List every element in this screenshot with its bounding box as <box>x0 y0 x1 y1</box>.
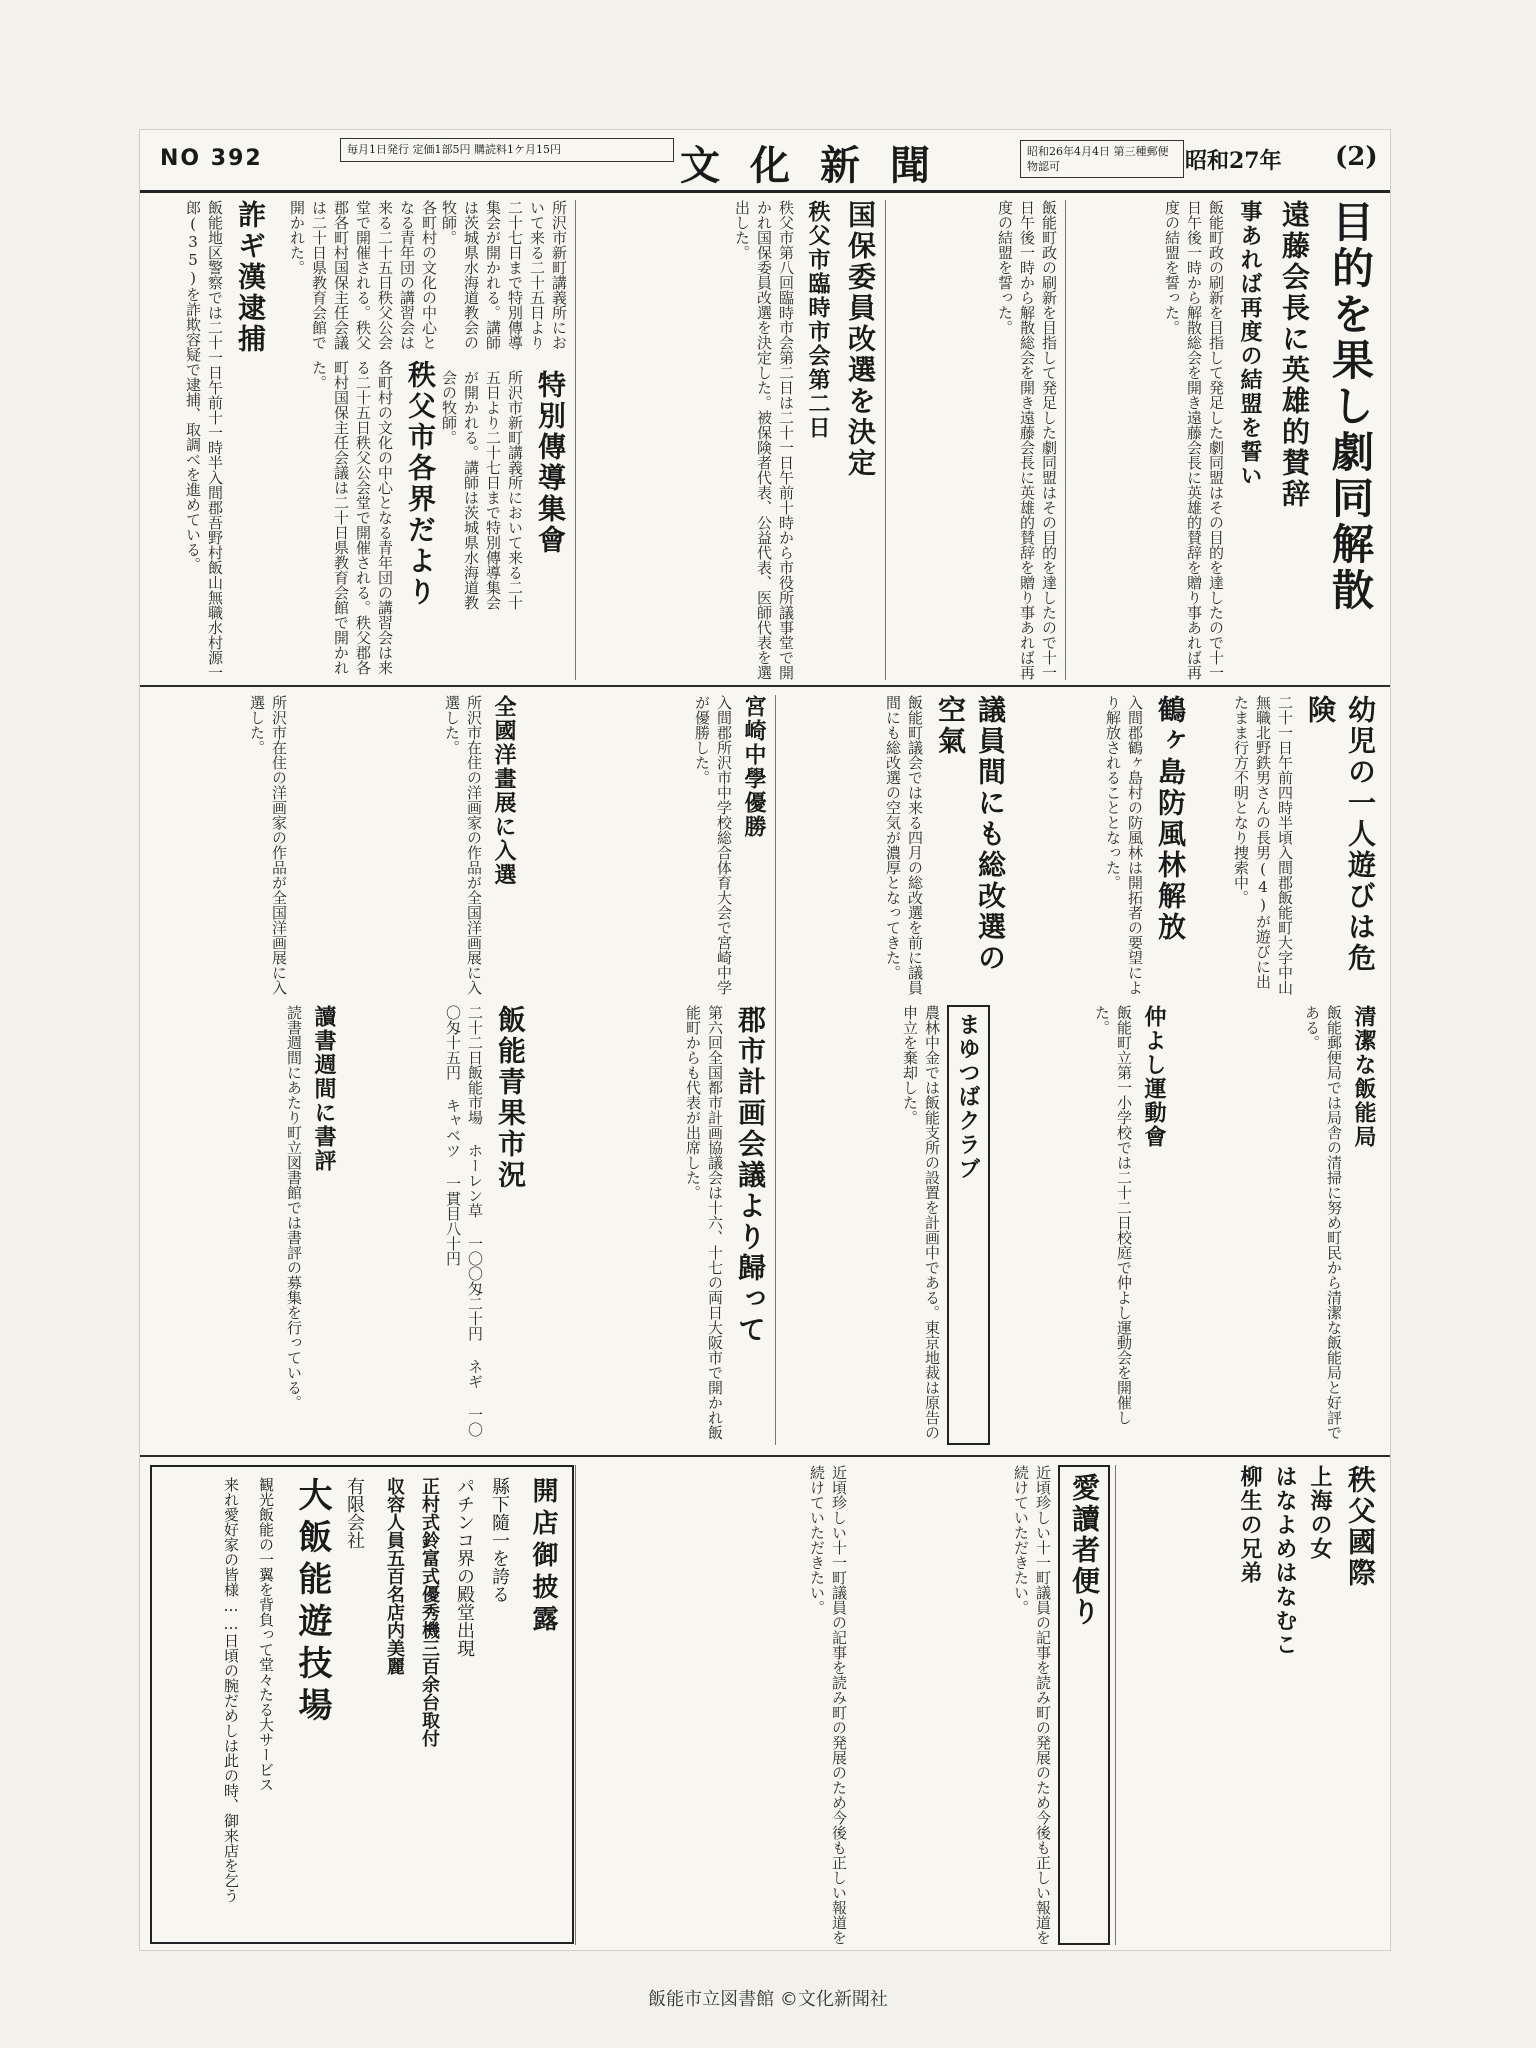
article-yoji <box>1200 695 1380 995</box>
headline: 幼児の一人遊びは危険 <box>1304 695 1377 974</box>
article-body: 飯能町政の刷新を目指して発足した劇同盟はその目的を達したので十一日午後一時から解散総会を開き遠藤会長に英雄的賛辞を贈り事あれば再度の結盟を誓った。 <box>996 200 1058 680</box>
section-divider <box>140 685 1390 687</box>
article-body: 所沢市在住の洋画家の作品が全国洋画展に入選した。 <box>443 695 483 995</box>
article-tsurugashima <box>1020 695 1190 995</box>
subheadline: 遠藤会長に英雄的賛辞 <box>1278 200 1311 510</box>
issue-date: 昭和27年 <box>1185 148 1282 174</box>
article-body: 近頃珍しい十一町議員の記事を読み町の発展のため今後も正しい報道を続けていただきたい。 <box>808 1465 848 1945</box>
article-body: 読書週間にあたり町立図書館では書評の募集を行っている。 <box>285 1005 303 1410</box>
company-name: 大飯能遊技場 <box>292 1477 332 1729</box>
column-rule <box>575 200 576 680</box>
newspaper-page <box>140 130 1390 1950</box>
headline: まゆつばクラブ <box>947 1005 990 1445</box>
column-rule <box>775 695 776 1445</box>
column-rule <box>1115 1465 1116 1945</box>
ad-line: 収容人員五百名店内美麗 <box>384 1477 405 1675</box>
headline: 全國洋畫展に入選 <box>491 695 517 887</box>
article-giin <box>780 695 1010 995</box>
headline: 鶴ヶ島防風林解放 <box>1154 695 1187 943</box>
column-rule <box>575 1465 576 1945</box>
headline: 清潔な飯能局 <box>1351 1005 1377 1149</box>
headline: 飯能青果市況 <box>494 1005 527 1191</box>
article-tokubetsu <box>440 370 570 610</box>
article-yoga <box>300 695 520 995</box>
issue-number: NO 392 <box>160 146 263 171</box>
paper-name: 文化新聞 <box>680 142 960 189</box>
article-body: 秩父市第八回臨時市会第二日は二十一日午前十時から市役所議事堂で開かれ国保委員改選を決定した。被保険者代表、公益代表、医師代表を選出した。 <box>733 200 795 680</box>
archive-credit: 飯能市立図書館 ©文化新聞社 <box>648 1989 888 2010</box>
article-body: 飯能町議会では来る四月の総改選を前に議員間にも総改選の空気が濃厚となってきた。 <box>884 695 924 995</box>
ad-line: 正村式鈴富式優秀機三百余台取付 <box>419 1477 440 1747</box>
ad-title: 開店御披露 <box>528 1477 558 1637</box>
headline: 特別傳導集會 <box>534 370 567 556</box>
section-divider <box>140 1455 1390 1457</box>
headline: 目的を果し劇同解散 <box>1326 200 1375 614</box>
column-rule <box>885 200 886 680</box>
article-miyake <box>530 695 770 995</box>
headline: 国保委員改選を決定 <box>844 200 877 479</box>
postal-notice-right: 昭和26年4月4日 第三種郵便物認可 <box>1020 140 1184 178</box>
program-title: はなよめはなむこ <box>1272 1465 1298 1657</box>
article-nakayoshi <box>1000 1005 1170 1445</box>
article-body: 飯能町立第一小学校では二十二日校庭で仲よし運動会を開催した。 <box>1093 1005 1133 1425</box>
headline: 讀書週間に書評 <box>311 1005 337 1173</box>
article-mayutsu <box>780 1005 990 1445</box>
masthead <box>140 130 1390 193</box>
program-title: 上海の女 <box>1307 1465 1333 1561</box>
article-body: 所沢市在住の洋画家の作品が全国洋画展に入選した。 <box>248 695 288 995</box>
article-kokusai <box>1120 1465 1380 1945</box>
ad-line: パチンコ界の殿堂出現 <box>454 1477 475 1657</box>
headline: 郡市計画会議より歸って <box>734 1005 767 1346</box>
headline: 議員間にも総改選の空氣 <box>934 695 1007 974</box>
headline: 仲よし運動會 <box>1141 1005 1167 1149</box>
article-body: 農林中金では飯能支所の設置を計画中である。東京地裁は原告の申立を棄却した。 <box>901 1005 941 1440</box>
article-kakukai <box>280 360 440 680</box>
article-seika <box>350 1005 530 1445</box>
article-arrest <box>150 200 270 680</box>
article-body: 入間郡鶴ヶ島村の防風林は開拓者の要望により解放されることとなった。 <box>1104 695 1144 995</box>
subheadline: 秩父市臨時市会第二日 <box>805 200 831 440</box>
ad-line: 縣下隨一を誇る <box>489 1477 510 1603</box>
headline: 秩父市各界だより <box>404 360 437 608</box>
headline: 愛讀者便り <box>1058 1465 1110 1945</box>
advertisement <box>150 1465 574 1944</box>
page-number: (2) <box>1335 142 1378 172</box>
article-disband <box>1070 200 1380 680</box>
article-body: 各町村の文化の中心となる青年団の講習会は来る二十五日秩父公会堂で開催される。秩父郡各町村国保主任会議は二十日県教育会館で開かれた。 <box>288 200 438 350</box>
headline: 詐ギ漢逮捕 <box>234 200 267 355</box>
article-body: 所沢市新町講義所において来る二十五日より二十七日まで特別傳導集会が開かれる。講師は茨城県水海道教会の牧師。 <box>440 200 568 350</box>
article-body: 飯能地区警察では二十一日午前十一時半入間郡吾野村飯山無職水村源一郎(35)を詐欺容疑で逮捕、取調べを進めている。 <box>184 200 224 680</box>
headline: 宮崎中學優勝 <box>741 695 767 839</box>
ad-closing: 来れ愛好家の皆様……日頃の腕だめしは此の時、御来店を乞う <box>222 1477 240 1903</box>
article-toshi <box>540 1005 770 1445</box>
article-seiketsu <box>1180 1005 1380 1445</box>
article-body: 第六回全国都市計画協議会は十六、十七の両日大阪市で開かれ飯能町からも代表が出席した。 <box>684 1005 724 1440</box>
article-body: 各町村の文化の中心となる青年団の講習会は来る二十五日秩父公会堂で開催される。秩父郡各町村国保主任会議は二十日県教育会館で開かれた。 <box>310 360 394 675</box>
company-type: 有限会社 <box>344 1477 365 1549</box>
article-aidoku <box>860 1465 1110 1945</box>
article-body: 飯能町政の刷新を目指して発足した劇同盟はその目的を達したので十一日午後一時から解散総会を開き遠藤会長に英雄的賛辞を贈り事あれば再度の結盟を誓った。 <box>1163 200 1225 680</box>
ad-tagline: 観光飯能の一翼を背負って堂々たる大サービス <box>257 1477 275 1792</box>
postal-notice-left: 毎月1日発行 定価1部5円 購読料1ケ月15円 <box>340 138 674 162</box>
article-body: 二十二日飯能市場 ホーレン草 一〇〇匁二十円 ネギ 一〇〇匁十五円 キャベツ 一貫目八十円 <box>444 1005 484 1437</box>
subheadline: 事あれば再度の結盟を誓い <box>1237 200 1263 488</box>
article-body: 入間郡所沢市中学校総合体育大会で宮崎中学が優勝した。 <box>693 695 733 995</box>
article-dokusho <box>150 1005 340 1445</box>
article-body: 飯能郵便局では局舎の清掃に努め町民から清潔な飯能局と好評である。 <box>1303 1005 1343 1440</box>
column-rule <box>1065 200 1066 680</box>
headline: 秩父國際 <box>1344 1465 1377 1589</box>
article-body: 近頃珍しい十一町議員の記事を読み町の発展のため今後も正しい報道を続けていただきたい。 <box>1012 1465 1052 1945</box>
article-kokuho <box>580 200 880 680</box>
article-body: 所沢市新町講義所において来る二十五日より二十七日まで特別傳導集会が開かれる。講師は茨城県水海道教会の牧師。 <box>440 370 524 610</box>
article-body: 二十一日午前四時半頃入間郡飯能町大字中山無職北野鉄男さんの長男(4)が遊びに出たまま行方不明となり捜索中。 <box>1232 695 1294 995</box>
program-title: 柳生の兄弟 <box>1237 1465 1263 1585</box>
